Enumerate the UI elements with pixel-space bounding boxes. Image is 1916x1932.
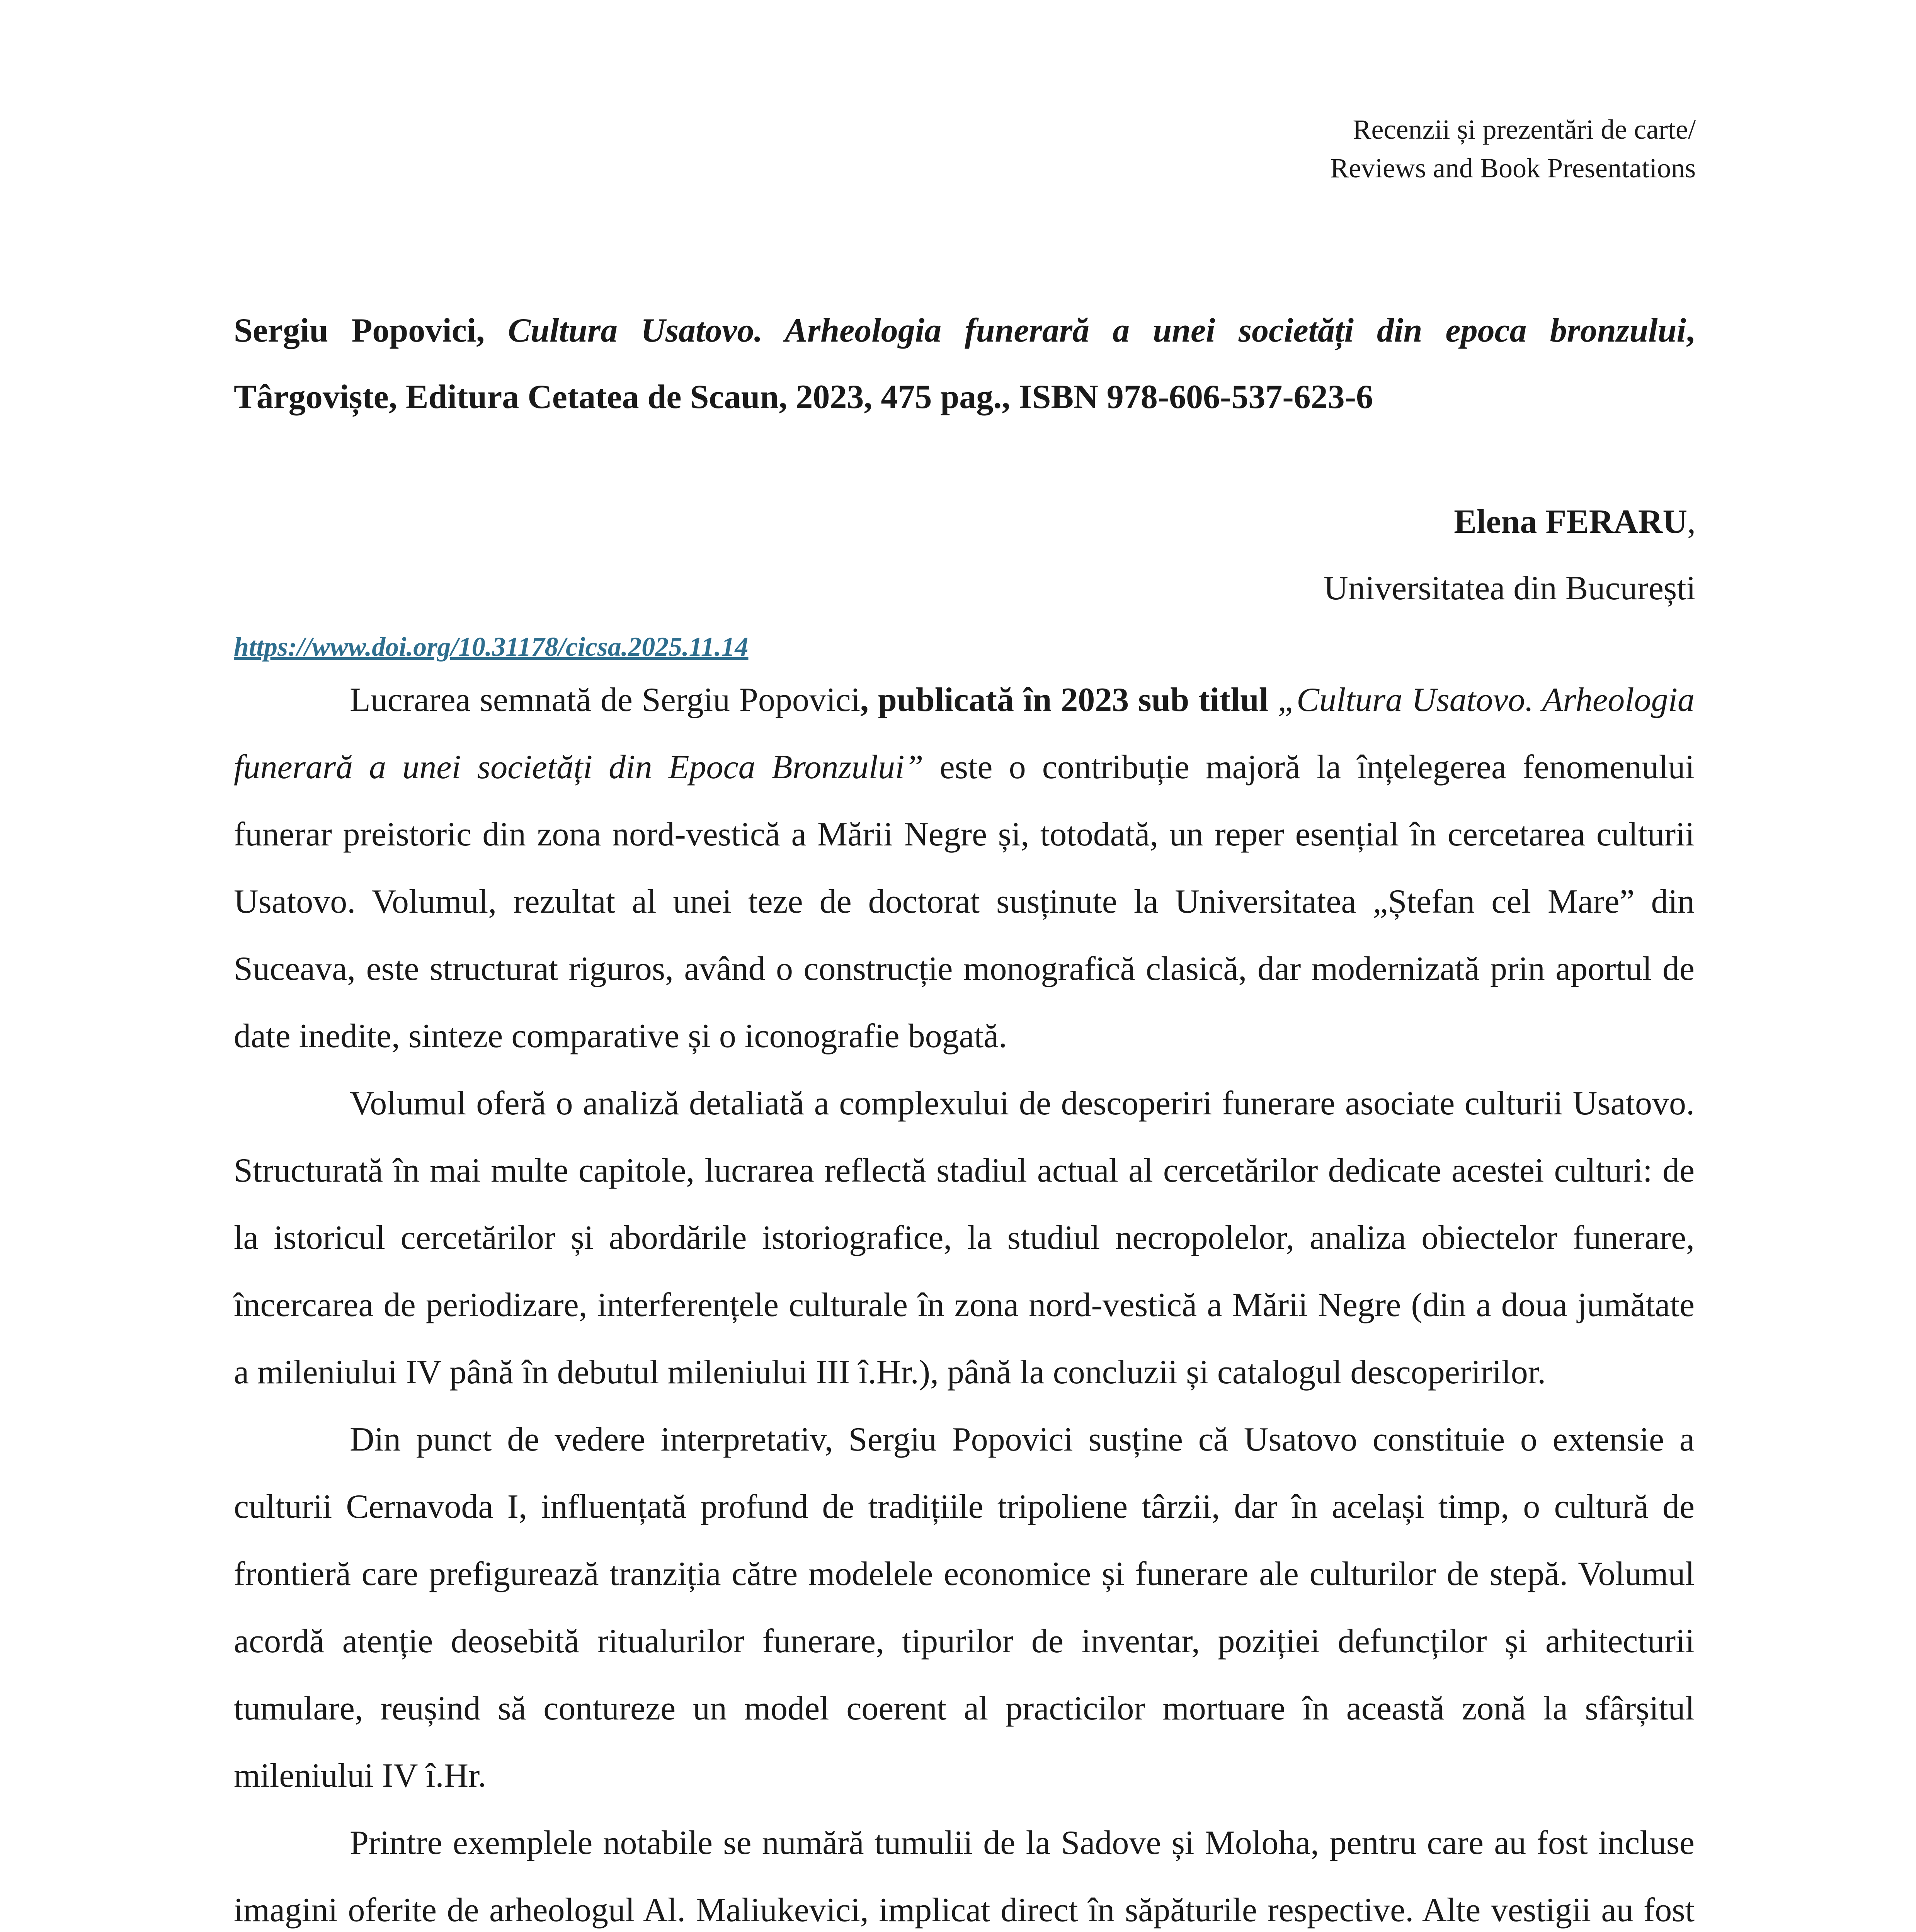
title-book-author: Sergiu Popovici, — [234, 312, 508, 349]
paragraph-1-comma: , publicată în 2023 sub titlul — [860, 681, 1278, 719]
running-header — [1330, 110, 1696, 187]
reviewer-name: Elena FERARU — [1454, 503, 1687, 541]
running-header-line-1: Recenzii și prezentări de carte/ — [1353, 114, 1696, 145]
review-title — [234, 298, 1695, 430]
reviewer-affiliation: Universitatea din București — [1324, 570, 1696, 607]
paragraph-2: Volumul oferă o analiză detaliată a complexului de descoperiri funerare asociate culturii Usatovo. Structurată în mai multe capitole, lucrarea reflectă stadiul actual al cercetărilor dedicate acestei culturi: de la istoricul cercetărilor și abordările istoriografice, la studiul necropolelor, analiza obiectelor funerare, încercarea de periodizare, interferențele culturale în zona nord-vestică a Mării Negre (din a doua jumătate a mileniului IV până în debutul mileniului III î.Hr.), până la concluzii și catalogul descoperirilor. — [234, 1085, 1695, 1391]
reviewer-comma: , — [1687, 503, 1696, 541]
reviewer-name-line — [1324, 489, 1696, 555]
paragraph-3: Din punct de vedere interpretativ, Sergiu Popovici susține că Usatovo constituie o extensie a culturii Cernavoda I, influențată profund de tradițiile tripoliene târzii, dar în același timp, o cultură de frontieră care prefigurează tranziția către modelele economice și funerare ale culturilor de stepă. Volumul acordă atenție deosebită ritualurilor funerare, tipurilor de inventar, poziției defuncților și arhitecturii tumulare, reușind să contureze un model coerent al practicilor mortuare în această zonă la sfârșitul mileniului IV î.Hr. — [234, 1421, 1695, 1794]
paragraph-1-part-d: este o contribuție majoră la înțelegerea fenomenului funerar preistoric din zona nord-vestică a Mării Negre și, totodată, un reper esențial în cercetarea culturii Usatovo. Volumul, rezultat al unei teze de doctorat susținute la Universitatea „Ștefan cel Mare” din Suceava, este structurat riguros, având o construcție monografică clasică, dar modernizată prin aportul de date inedite, sinteze comparative și o iconografie bogată. — [234, 748, 1695, 1055]
doi-link[interactable]: https://www.doi.org/10.31178/cicsa.2025.11.14 — [234, 632, 749, 662]
reviewer-block — [1324, 489, 1696, 622]
paragraph-1 — [234, 667, 1695, 1070]
review-body — [234, 667, 1695, 1932]
running-header-line-2: Reviews and Book Presentations — [1330, 153, 1696, 184]
paragraph-4: Printre exemplele notabile se numără tumulii de la Sadove și Moloha, pentru care au fost incluse imagini oferite de arheologul Al. Maliukevici, implicat direct în săpăturile respective. Alte vestigii au fost — [234, 1824, 1695, 1929]
paragraph-1-part-a: Lucrarea semnată de Sergiu Popovici — [350, 681, 860, 719]
title-book-name: Cultura Usatovo. Arheologia funerară a unei societăți din epoca bronzului — [508, 312, 1686, 349]
title-book-details: , Târgoviște, Editura Cetatea de Scaun, 2023, 475 pag., ISBN 978-606-537-623-6 — [234, 312, 1695, 416]
paragraph-1-book-title: „Cultura Usatovo. Arheologia funerară a unei societăți din Epoca Bronzului” — [234, 681, 1695, 786]
